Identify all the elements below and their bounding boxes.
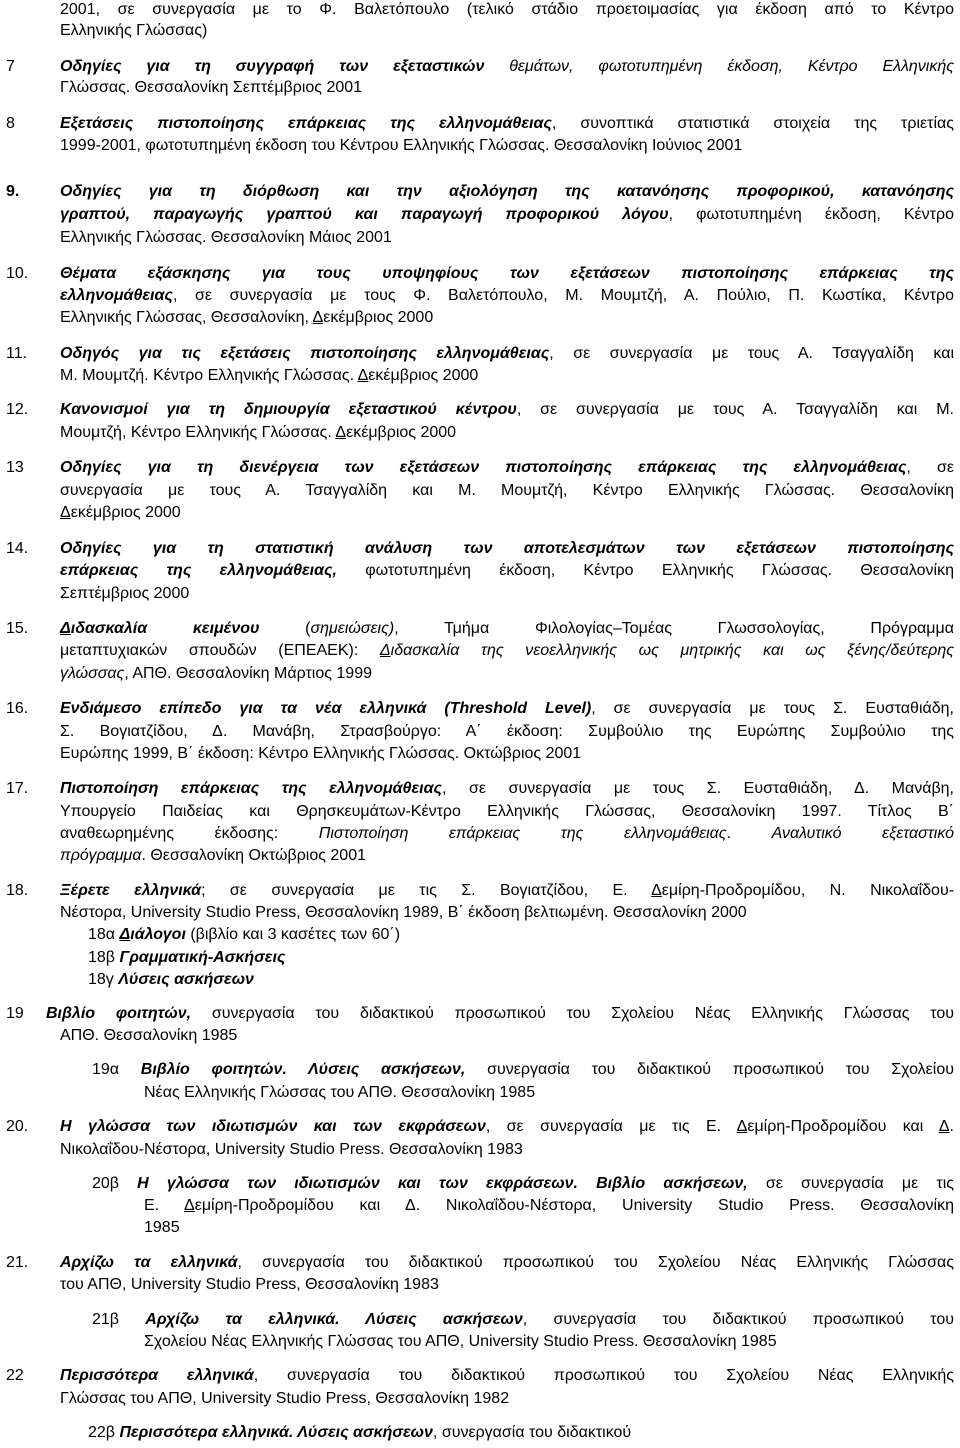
text-segment: , συνεργασία του διδακτικού προσωπικού του Σχολείου Νέας Ελληνικής Γλώσσας (237, 1254, 955, 1271)
text-segment: Περισσότερα ελληνικά (60, 1367, 254, 1384)
text-segment: , ΑΠΘ. Θεσσαλονίκη Μάρτιος 1999 (124, 665, 372, 682)
text-segment: ιδασκαλία της νεοελληνικής ως μητρικής και ως ξένης/δεύτερης (390, 642, 954, 659)
text-segment: , συνεργασία του διδακτικού προσωπικού του (522, 1311, 954, 1328)
text-segment: Η γλώσσα των ιδιωτισμών και των εκφράσεων (60, 1118, 486, 1135)
text-segment: Οδηγίες για τη διενέργεια των εξετάσεων πιστοποίησης επάρκειας της ελληνομάθειας (60, 459, 907, 476)
text-line (60, 57, 954, 77)
text-line (60, 561, 954, 581)
text-segment: Ελληνικής Γλώσσας, Θεσσαλονίκη, (60, 309, 313, 326)
text-segment: Ελληνικής Γλώσσας. Θεσσαλονίκη Μάιος 2001 (60, 229, 392, 246)
text-line (60, 1026, 954, 1046)
text-line (60, 779, 954, 799)
text-segment: ; σε συνεργασία με τις Σ. Βογιατζίδου, Ε. (201, 882, 652, 899)
text-segment: Θέματα εξάσκησης για τους υποψηφίους των εξετάσεων πιστοποίησης επάρκειας της (60, 265, 954, 282)
text-line (60, 824, 954, 844)
text-segment: 22β (88, 1424, 120, 1441)
text-segment: Δ (357, 367, 369, 384)
text-segment: Νέστορα, University Studio Press, Θεσσαλονίκη 1989, Β΄ έκδοση βελτιωμένη. Θεσσαλονίκη 2000 (60, 904, 747, 921)
text-segment: Οδηγός για τις εξετάσεις πιστοποίησης ελληνομάθειας (60, 345, 550, 362)
text-segment: ΑΠΘ. Θεσσαλονίκη 1985 (60, 1027, 238, 1044)
text-segment: Εξετάσεις πιστοποίησης επάρκειας της ελληνομάθειας (60, 115, 552, 132)
text-line (60, 366, 954, 386)
text-segment: , σε (906, 459, 954, 476)
text-segment: Οδηγίες για τη συγγραφή των εξεταστικών (60, 58, 485, 75)
text-segment: εμίρη-Προδρομίδου και Δ. Νικολαΐδου-Νέστορα, University Studio Press. Θεσσαλονίκη (194, 1197, 954, 1214)
text-segment: ( (259, 620, 311, 637)
text-line (60, 641, 954, 661)
text-segment: 1985 (144, 1219, 180, 1236)
text-segment: Νέας Ελληνικής Γλώσσας του ΑΠΘ. Θεσσαλονίκη 1985 (144, 1084, 536, 1101)
text-line (88, 970, 954, 990)
text-segment: Δ (736, 1118, 748, 1135)
item-number: 22 (6, 1367, 24, 1384)
text-segment: συνεργασία του διδακτικού προσωπικού του Σχολείου Νέας Ελληνικής Γλώσσας του (191, 1005, 954, 1022)
text-segment: συνεργασία του διδακτικού προσωπικού του Σχολείου (465, 1061, 955, 1078)
text-segment: Γλώσσας του ΑΠΘ, University Studio Press, Θεσσαλονίκη 1982 (60, 1390, 510, 1407)
text-segment: , σε συνεργασία με τις Ε. (485, 1118, 737, 1135)
item-number: 9. (6, 183, 20, 200)
item-number: 15. (6, 620, 29, 637)
text-segment: Πιστοποίηση επάρκειας της ελληνομάθειας (60, 780, 443, 797)
text-line (60, 400, 954, 420)
text-segment: Ξέρετε ελληνικά (60, 882, 202, 899)
text-segment: Δ (60, 620, 71, 637)
text-segment: . Θεσσαλονίκη Οκτώβριος 2001 (141, 847, 366, 864)
text-segment: Αρχίζω τα ελληνικά. Λύσεις ασκήσεων (145, 1311, 523, 1328)
text-segment: Μουμτζή, Κέντρο Ελληνικής Γλώσσας. (60, 424, 336, 441)
text-segment: αναθεωρημένης έκδοσης: (60, 825, 319, 842)
text-line (60, 1389, 954, 1409)
text-segment: του ΑΠΘ, University Studio Press, Θεσσαλονίκη 1983 (60, 1276, 439, 1293)
text-segment: Δ (60, 504, 71, 521)
text-segment: Γλώσσας. Θεσσαλονίκη Σεπτέμβριος 2001 (60, 79, 363, 96)
text-line (46, 1004, 954, 1024)
text-line (144, 1218, 954, 1238)
item-number: 17. (6, 780, 29, 797)
text-line (92, 1310, 954, 1330)
text-segment: 20β (92, 1175, 138, 1192)
text-segment: Η γλώσσα των ιδιωτισμών και των εκφράσεων. Βιβλίο ασκήσεων, (137, 1175, 748, 1192)
text-segment: εκέμβριος 2000 (346, 424, 457, 441)
text-segment: Δ (184, 1197, 195, 1214)
text-line (60, 228, 954, 248)
text-segment: πρόγραμμα (60, 847, 142, 864)
text-line (60, 423, 954, 443)
text-segment: γραπτού, παραγωγής γραπτού και παραγωγή προφορικού λόγου (60, 206, 669, 223)
text-segment: Ε. (144, 1197, 185, 1214)
text-line (60, 1140, 954, 1160)
text-line (60, 503, 954, 523)
text-segment: Βιβλίο φοιτητών. Λύσεις ασκήσεων, (140, 1061, 466, 1078)
text-line (60, 722, 954, 742)
text-segment: ελληνομάθειας (60, 287, 173, 304)
text-segment: Δ (119, 926, 131, 943)
text-line (60, 664, 954, 684)
text-line (60, 308, 954, 328)
text-segment: εμίρη-Προδρομίδου και (747, 1118, 939, 1135)
text-line (60, 802, 954, 822)
text-segment: Ελληνικής Γλώσσας) (60, 22, 208, 39)
item-number: 8 (6, 115, 15, 132)
text-line (60, 78, 954, 98)
text-segment: ιδασκαλία κειμένου (70, 620, 260, 637)
text-segment: , συνεργασία του διδακτικού (432, 1424, 632, 1441)
text-segment: εκέμβριος 2000 (323, 309, 434, 326)
item-number: 12. (6, 401, 29, 418)
text-line (60, 286, 954, 306)
text-line (60, 0, 954, 20)
text-segment: Οδηγίες για τη διόρθωση και την αξιολόγηση της κατανόησης προφορικού, κατανόησης (60, 183, 954, 200)
text-segment: (βιβλίο και 3 κασέτες των 60΄) (185, 926, 401, 943)
text-segment: Γραμματική-Ασκήσεις (119, 949, 286, 966)
text-segment: Σ. Βογιατζίδου, Δ. Μανάβη, Στρασβούργο: Α΄ έκδοση: Συμβούλιο της Ευρώπης Συμβούλιο της (60, 723, 954, 740)
text-segment: σε συνεργασία με τις (747, 1175, 955, 1192)
text-segment: Δ (938, 1118, 950, 1135)
text-line (60, 114, 954, 134)
text-segment: σημειώσεις) (310, 620, 395, 637)
text-line (60, 584, 954, 604)
item-number: 21. (6, 1254, 29, 1271)
text-line (144, 1332, 954, 1352)
text-line (92, 1060, 954, 1080)
text-segment: Σχολείου Νέας Ελληνικής Γλώσσας του ΑΠΘ, University Studio Press. Θεσσαλονίκη 1985 (144, 1333, 777, 1350)
item-number: 13 (6, 459, 24, 476)
item-number: 10. (6, 265, 29, 282)
text-segment: 18β (88, 949, 120, 966)
text-line (92, 1174, 954, 1194)
text-segment: Λύσεις ασκήσεων (118, 971, 254, 988)
item-number: 7 (6, 58, 15, 75)
text-segment: συνεργασία με τους Α. Τσαγγαλίδη και Μ. Μουμτζή, Κέντρο Ελληνικής Γλώσσας. Θεσσαλονίκη (60, 482, 954, 499)
text-segment: , συνοπτικά στατιστικά στοιχεία της τριετίας (551, 115, 955, 132)
text-segment: Ενδιάμεσο επίπεδο για τα νέα ελληνικά (Threshold Level) (60, 700, 592, 717)
text-segment: Δ (651, 882, 662, 899)
text-line (60, 458, 954, 478)
text-line (88, 925, 954, 945)
text-line (60, 205, 954, 225)
text-segment: , σε συνεργασία με τους Σ. Ευσταθιάδη, Δ. Μανάβη, (442, 780, 954, 797)
text-segment: Ευρώπης 1999, Β΄ έκδοση: Κέντρο Ελληνικής Γλώσσας. Οκτώβριος 2001 (60, 745, 582, 762)
text-segment: επάρκειας της ελληνομάθειας, (60, 562, 337, 579)
text-segment: 18γ (88, 971, 119, 988)
item-number: 14. (6, 540, 29, 557)
text-line (60, 881, 954, 901)
text-segment: Αρχίζω τα ελληνικά (60, 1254, 238, 1271)
text-segment: θεμάτων, φωτοτυπημένη έκδοση, Κέντρο Ελληνικής (484, 58, 954, 75)
text-line (60, 136, 954, 156)
text-segment: , σε συνεργασία με τους Α. Τσαγγαλίδη και Μ. (516, 401, 954, 418)
text-line (144, 1083, 954, 1103)
text-segment: , φωτοτυπημένη έκδοση, Κέντρο (668, 206, 955, 223)
text-line (88, 1423, 954, 1443)
text-line (60, 481, 954, 501)
text-line (60, 264, 954, 284)
text-segment: Δ (312, 309, 324, 326)
item-number: 19 (6, 1005, 24, 1022)
text-line (60, 1366, 954, 1386)
text-segment: 19α (92, 1061, 141, 1078)
text-line (60, 619, 954, 639)
text-segment: Δ (335, 424, 347, 441)
text-segment: 1999-2001, φωτοτυπημένη έκδοση του Κέντρου Ελληνικής Γλώσσας. Θεσσαλονίκη Ιούνιος 2001 (60, 137, 743, 154)
text-segment: εμίρη-Προδρομίδου, Ν. Νικολαΐδου- (661, 882, 955, 899)
text-line (60, 903, 954, 923)
text-segment: Δ (379, 642, 391, 659)
text-segment: . (949, 1118, 954, 1135)
text-line (144, 1196, 954, 1216)
text-segment: , σε συνεργασία με τους Φ. Βαλετόπουλο, Μ. Μουμτζή, Α. Πούλιο, Π. Κωστίκα, Κέντρο (172, 287, 954, 304)
text-segment: Περισσότερα ελληνικά. Λύσεις ασκήσεων (119, 1424, 433, 1441)
text-segment: φωτοτυπημένη έκδοση, Κέντρο Ελληνικής Γλώσσας. Θεσσαλονίκη (337, 562, 955, 579)
text-line (88, 948, 954, 968)
text-segment: , σε συνεργασία με τους Σ. Ευσταθιάδη, (591, 700, 954, 717)
text-line (60, 182, 954, 202)
text-line (60, 1275, 954, 1295)
text-segment: μεταπτυχιακών σπουδών (ΕΠΕΑΕΚ): (60, 642, 380, 659)
text-line (60, 1253, 954, 1273)
text-segment: Σεπτέμβριος 2000 (60, 585, 190, 602)
text-segment: 18α (88, 926, 120, 943)
text-segment: Κανονισμοί για τη δημιουργία εξεταστικού κέντρου (60, 401, 517, 418)
text-segment: , Τμήμα Φιλολογίας–Τομέας Γλωσσολογίας, Πρόγραμμα (394, 620, 954, 637)
text-line (60, 539, 954, 559)
text-line (60, 744, 954, 764)
text-segment: 2001, σε συνεργασία με το Φ. Βαλετόπουλο (τελικό στάδιο προετοιμασίας για έκδοση από το Κέντρο (60, 1, 954, 18)
text-line (60, 1117, 954, 1137)
text-segment: , σε συνεργασία με τους Α. Τσαγγαλίδη και (549, 345, 955, 362)
text-segment: Αναλυτικό εξεταστικό (771, 825, 955, 842)
text-segment: Οδηγίες για τη στατιστική ανάλυση των αποτελεσμάτων των εξετάσεων πιστοποίησης (60, 540, 954, 557)
item-number: 18. (6, 882, 29, 899)
text-segment: Πιστοποίηση επάρκειας της ελληνομάθειας (318, 825, 727, 842)
text-line (60, 846, 954, 866)
text-segment: γλώσσας (60, 665, 125, 682)
text-segment: Νικολαΐδου-Νέστορα, University Studio Press. Θεσσαλονίκη 1983 (60, 1141, 523, 1158)
item-number: 16. (6, 700, 29, 717)
text-line (60, 21, 954, 41)
text-segment: Μ. Μουμτζή. Κέντρο Ελληνικής Γλώσσας. (60, 367, 358, 384)
text-segment: εκέμβριος 2000 (368, 367, 479, 384)
item-number: 20. (6, 1118, 29, 1135)
text-segment: εκέμβριος 2000 (70, 504, 181, 521)
text-segment: , συνεργασία του διδακτικού προσωπικού του Σχολείου Νέας Ελληνικής (253, 1367, 955, 1384)
text-line (60, 344, 954, 364)
text-segment: Βιβλίο φοιτητών, (46, 1005, 192, 1022)
text-segment: . (726, 825, 772, 842)
text-line (60, 699, 954, 719)
text-segment: 21β (92, 1311, 146, 1328)
item-number: 11. (6, 345, 28, 362)
text-segment: Υπουργείο Παιδείας και Θρησκευμάτων-Κέντρο Ελληνικής Γλώσσας, Θεσσαλονίκη 1997. Τίτλος Β΄ (60, 803, 954, 820)
text-segment: ιάλογοι (130, 926, 186, 943)
